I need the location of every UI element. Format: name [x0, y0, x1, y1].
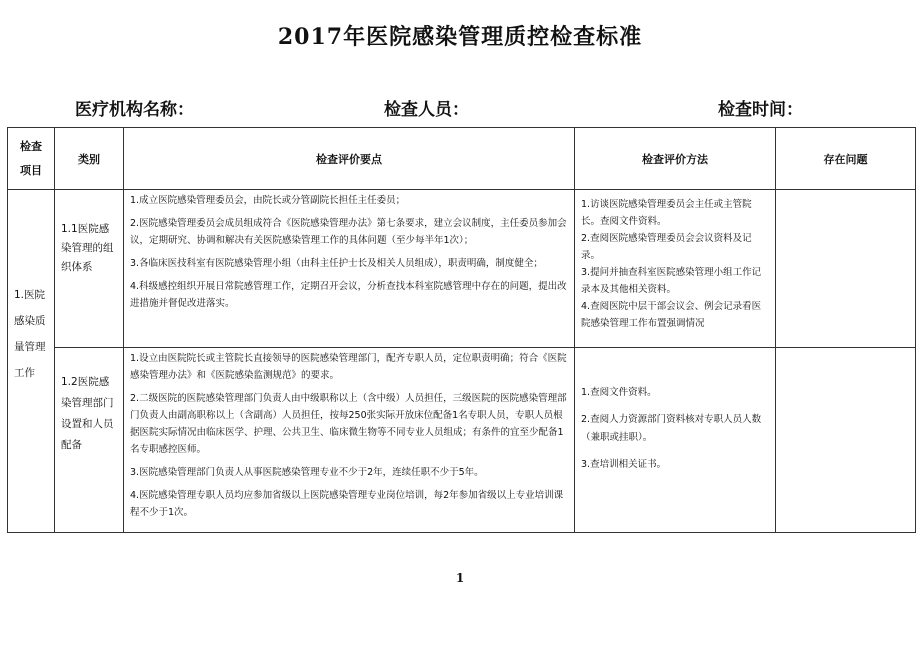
category-line: 1.2医院感 [61, 376, 110, 388]
category-line: 织体系 [61, 261, 93, 273]
evaluation-point: 3.各临床医技科室有医院感染管理小组（由科主任护士长及相关人员组成），职责明确，制度健全； [130, 258, 543, 269]
evaluation-point: 3.医院感染管理部门负责人从事医院感染管理专业不少于2年，连续任职不少于5年。 [130, 467, 484, 478]
header-item-line-2: 项目 [20, 163, 42, 177]
item-line: 感染质 [14, 315, 46, 327]
evaluation-points-cell [124, 190, 575, 348]
org-name-label: 医疗机构名称： [75, 100, 194, 120]
evaluation-method: 3.查培训相关证书。 [581, 459, 667, 470]
table-row [8, 190, 916, 348]
category-line: 配备 [61, 439, 82, 451]
header-item-line-1: 检查 [20, 139, 42, 153]
evaluation-point: 1.成立医院感染管理委员会，由院长或分管副院长担任主任委员； [130, 195, 406, 206]
page-number: 1 [455, 571, 465, 585]
inspector-label: 检查人员： [384, 100, 469, 120]
evaluation-point: 1.设立由医院院长或主管院长直接领导的医院感染管理部门，配齐专职人员，定位职责明确；符合《医院感染管理办法》和《医院感染监测规范》的要求。 [130, 353, 567, 381]
issues-cell[interactable] [776, 348, 916, 533]
category-line: 染管理部门 [61, 397, 114, 409]
header-evaluation-points: 检查评价要点 [124, 128, 575, 190]
evaluation-point: 2.二级医院的医院感染管理部门负责人由中级职称以上（含中级）人员担任，三级医院的医院感染管理部门负责人由副高职称以上（含副高）人员担任，按每250张实际开放床位配备1名专职人员，专职人员根据医院实际情况由临床医学、护理、公共卫生、临床微生物等不同专业人员组成；有条件的宜至少配备1名专职感控医师。 [130, 393, 567, 455]
inspection-item-cell [8, 190, 55, 533]
evaluation-method: 3.提问并抽查科室医院感染管理小组工作记录本及其他相关资料。 [581, 267, 762, 295]
table-row [8, 348, 916, 533]
category-cell [55, 348, 124, 533]
issues-cell[interactable] [776, 190, 916, 348]
header-issues: 存在问题 [776, 128, 916, 190]
evaluation-method: 1.访谈医院感染管理委员会主任或主管院长。查阅文件资料。 [581, 199, 752, 227]
item-line: 1.医院 [14, 289, 46, 301]
evaluation-method: 2.查阅医院感染管理委员会会议资料及记录。 [581, 233, 752, 261]
evaluation-method-cell [575, 190, 776, 348]
evaluation-method: 2.查阅人力资源部门资料核对专职人员人数（兼职或挂职）。 [581, 414, 762, 443]
page-title: 2017年医院感染管理质控检查标准 [277, 24, 643, 50]
category-line: 1.1医院感 [61, 223, 110, 235]
header-inspection-item [8, 128, 55, 190]
inspection-standard-table [7, 127, 916, 533]
table-header-row [8, 128, 916, 190]
evaluation-point: 2.医院感染管理委员会成员组成符合《医院感染管理办法》第七条要求，建立会议制度，主任委员参加会议，定期研究、协调和解决有关医院感染管理工作的具体问题（至少每半年1次）； [130, 218, 567, 246]
category-line: 设置和人员 [61, 418, 114, 430]
evaluation-method-cell [575, 348, 776, 533]
category-cell [55, 190, 124, 348]
evaluation-point: 4.科级感控组织开展日常院感管理工作，定期召开会议，分析查找本科室院感管理中存在的问题，提出改进措施并督促改进落实。 [130, 281, 567, 309]
evaluation-method: 4.查阅医院中层干部会议会、例会记录看医院感染管理工作布置强调情况 [581, 301, 762, 329]
header-category: 类别 [55, 128, 124, 190]
evaluation-method: 1.查阅文件资料。 [581, 387, 657, 398]
header-evaluation-method: 检查评价方法 [575, 128, 776, 190]
inspection-time-label: 检查时间： [718, 100, 803, 120]
item-line: 工作 [14, 367, 35, 379]
item-line: 量管理 [14, 341, 46, 353]
evaluation-points-cell [124, 348, 575, 533]
evaluation-point: 4.医院感染管理专职人员均应参加省级以上医院感染管理专业岗位培训，每2年参加省级以上专业培训课程不少于1次。 [130, 490, 564, 518]
category-line: 染管理的组 [61, 242, 114, 254]
